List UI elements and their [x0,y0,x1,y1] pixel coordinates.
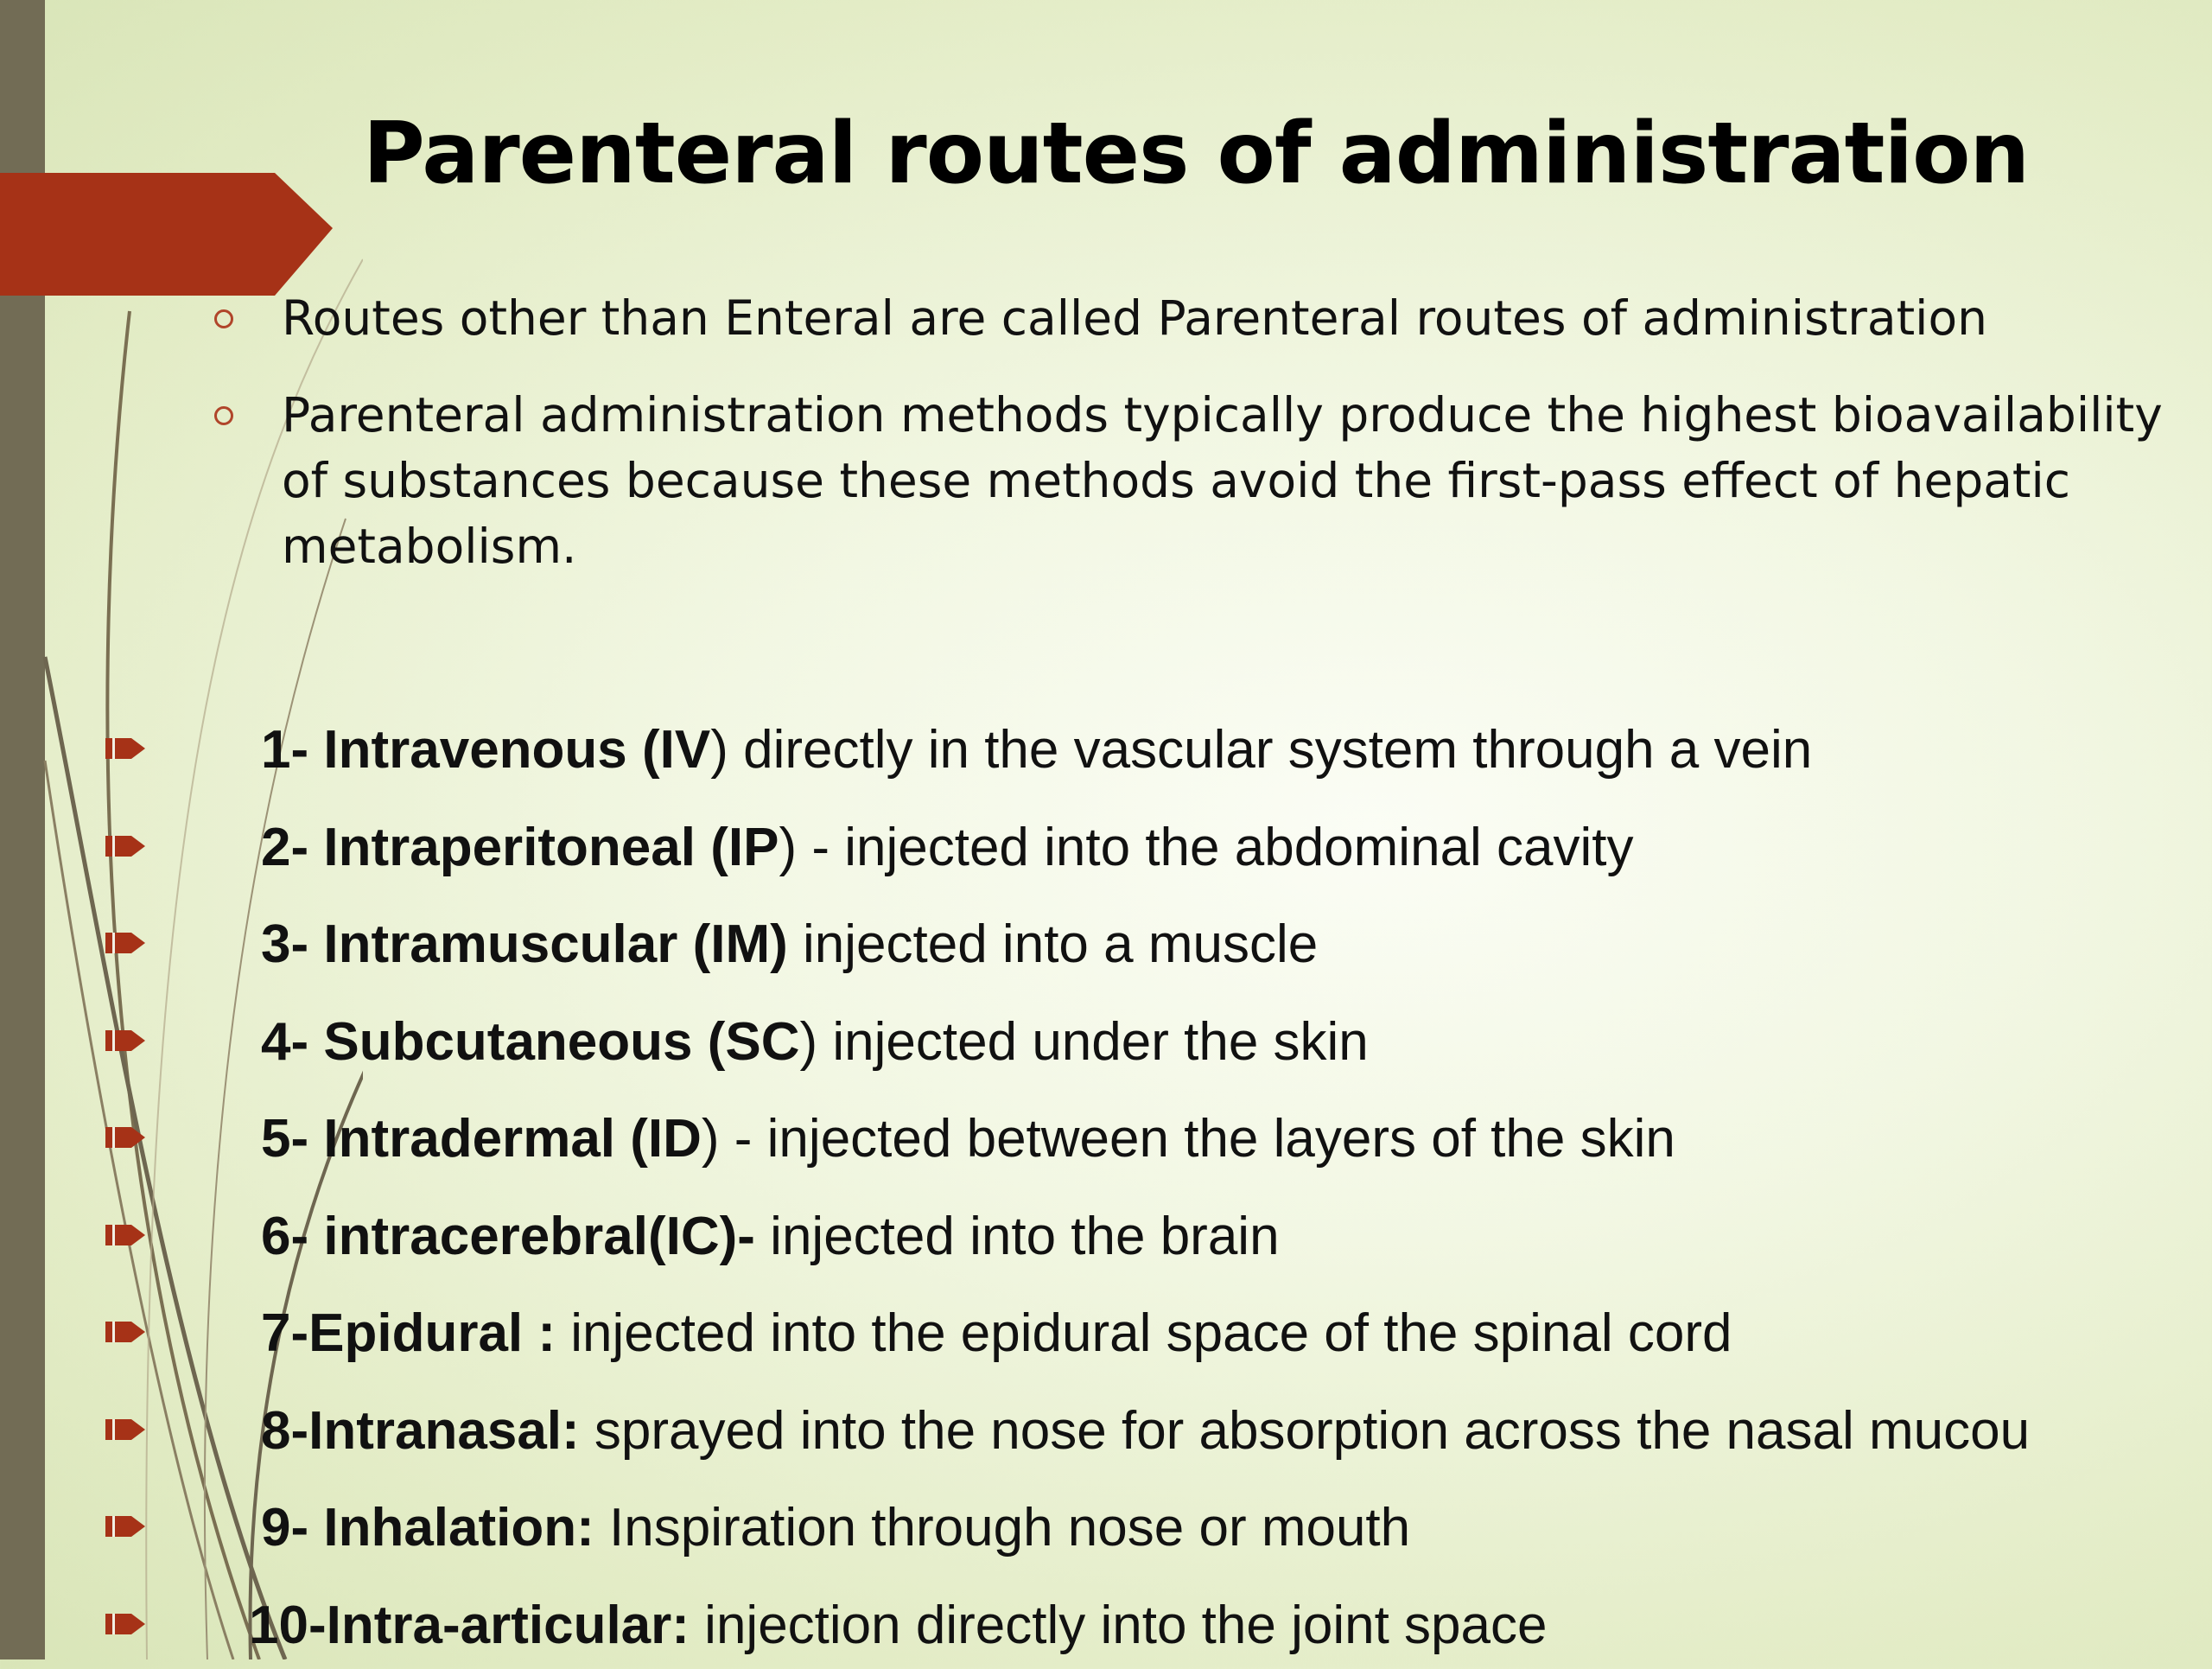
route-text [261,1388,2030,1475]
route-text [261,1096,1675,1182]
route-name: 5- Intradermal (ID [261,1109,702,1169]
route-item [0,1290,2212,1377]
route-name: 6- intracerebral(IC)- [261,1206,755,1266]
title-accent-tab [0,173,333,296]
route-name-close: ) [710,720,728,780]
intro-item [207,382,2195,579]
route-item [0,1485,2212,1571]
route-text [249,1583,1547,1669]
circle-bullet-icon [214,309,233,328]
route-description: injection directly into the joint space [689,1595,1548,1655]
arrow-bullet-icon [105,1513,147,1539]
route-name: 2- Intraperitoneal (IP [261,817,779,877]
intro-item-text: Parenteral administration methods typically produce the highest bioavailability of substances because these methods avoid the first-pass effect of hepatic metabolism. [282,387,2163,574]
intro-item-text: Routes other than Enteral are called Parenteral routes of administration [282,290,1987,346]
intro-item [207,285,2195,351]
route-description: injected under the skin [817,1011,1369,1072]
route-name: 9- Inhalation: [261,1498,594,1558]
arrow-bullet-icon [105,1124,147,1150]
circle-bullet-icon [214,406,233,425]
route-text [261,707,1812,793]
intro-list [207,285,2195,610]
route-description: injected into the brain [754,1206,1280,1266]
route-item [0,1583,2212,1669]
route-text [261,999,1369,1086]
route-description: directly in the vascular system through a vein [728,720,1813,780]
route-item [0,1194,2212,1280]
route-description: sprayed into the nose for absorption across the nasal mucou [579,1400,2031,1461]
arrow-bullet-icon [105,930,147,956]
route-item [0,999,2212,1086]
route-text [261,901,1318,988]
route-item [0,707,2212,793]
arrow-bullet-icon [105,1028,147,1054]
slide-title: Parenteral routes of administration [363,105,2030,203]
arrow-bullet-icon [105,1417,147,1443]
route-description: - injected between the layers of the skin [719,1109,1675,1169]
route-name: 3- Intramuscular (IM) [261,914,788,974]
arrow-bullet-icon [105,1222,147,1248]
route-description: injected into a muscle [787,914,1319,974]
route-name-close: ) [799,1011,818,1072]
route-item [0,901,2212,988]
route-description: - injected into the abdominal cavity [797,817,1634,877]
route-item [0,1096,2212,1182]
route-item [0,805,2212,891]
route-text [261,805,1634,891]
route-text [261,1485,1410,1571]
arrow-bullet-icon [105,1611,147,1637]
route-item [0,1388,2212,1475]
route-name-close: ) [779,817,798,877]
route-name: 7-Epidural : [261,1303,556,1363]
route-description: Inspiration through nose or mouth [594,1498,1411,1558]
arrow-bullet-icon [105,833,147,859]
route-name: 8-Intranasal: [261,1400,580,1461]
route-text [261,1194,1280,1280]
route-name: 1- Intravenous (IV [261,720,711,780]
route-description: injected into the epidural space of the spinal cord [556,1303,1732,1363]
route-name-close: ) [701,1109,720,1169]
route-name: 4- Subcutaneous (SC [261,1011,800,1072]
route-name: 10-Intra-articular: [249,1595,690,1655]
route-text [261,1290,1732,1377]
arrow-bullet-icon [105,736,147,761]
arrow-bullet-icon [105,1319,147,1345]
